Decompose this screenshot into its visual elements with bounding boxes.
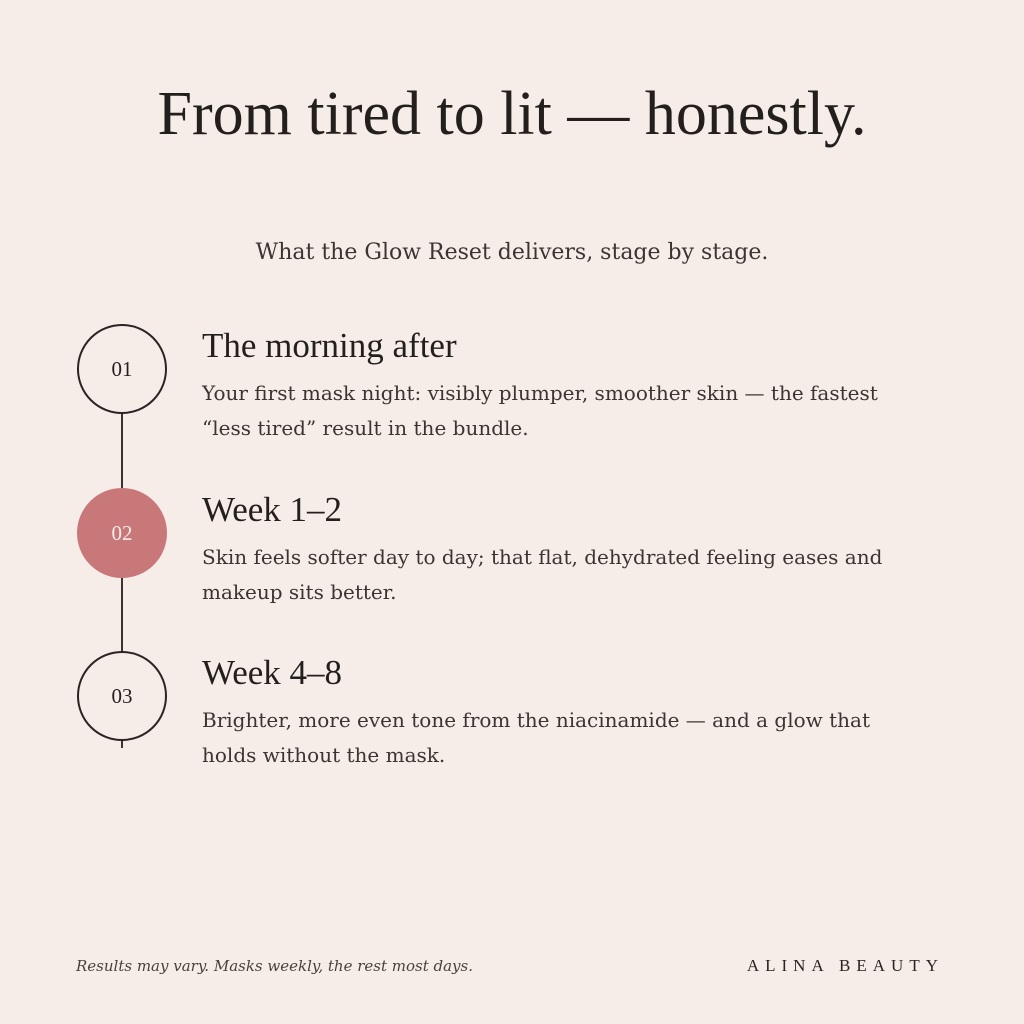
step-description: Brighter, more even tone from the niacinamide — and a glow that holds without the mask. bbox=[202, 708, 871, 767]
disclaimer-note: Results may vary. Masks weekly, the rest most days. bbox=[76, 957, 473, 975]
step-title: Week 1–2 bbox=[202, 490, 343, 529]
timeline-step-1 bbox=[202, 324, 922, 446]
step-description: Skin feels softer day to day; that flat, dehydrated feeling eases and makeup sits better. bbox=[202, 545, 883, 604]
step-title: The morning after bbox=[202, 326, 457, 365]
timeline-step-3 bbox=[202, 651, 922, 773]
step-description: Your first mask night: visibly plumper, smoother skin — the fastest “less tired” result in the bundle. bbox=[202, 381, 878, 440]
page-subtitle: What the Glow Reset delivers, stage by stage. bbox=[255, 240, 769, 265]
brand-wordmark: ALINA BEAUTY bbox=[746, 956, 944, 975]
step-marker-3: 03 bbox=[77, 651, 167, 741]
page-title: From tired to lit — honestly. bbox=[157, 80, 867, 148]
step-marker-2: 02 bbox=[77, 488, 167, 578]
timeline-step-2 bbox=[202, 488, 922, 610]
step-marker-1: 01 bbox=[77, 324, 167, 414]
step-title: Week 4–8 bbox=[202, 653, 343, 692]
